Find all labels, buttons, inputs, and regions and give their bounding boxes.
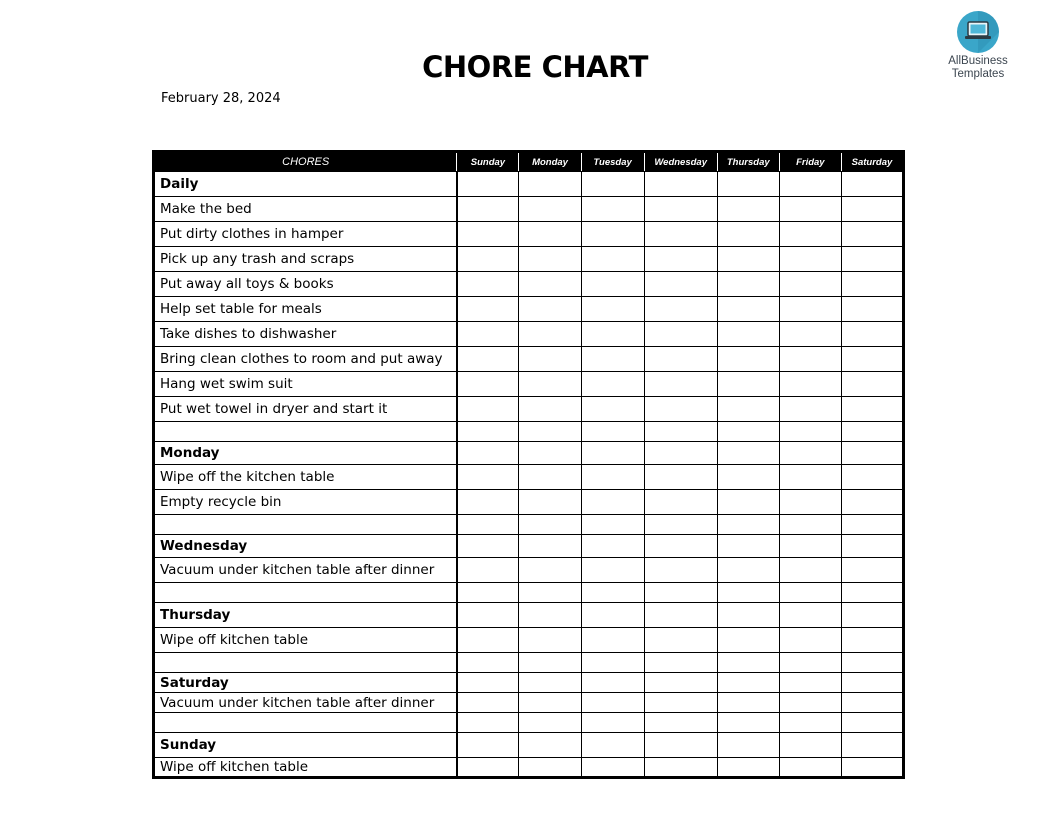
checkbox-cell-friday[interactable] (779, 713, 841, 733)
checkbox-cell-thursday[interactable] (717, 713, 779, 733)
checkbox-cell-thursday[interactable] (717, 347, 779, 372)
laptop-icon (956, 10, 1000, 54)
table-row (154, 558, 904, 583)
chore-name (154, 653, 457, 673)
checkbox-cell-friday[interactable] (779, 347, 841, 372)
checkbox-cell-friday[interactable] (779, 515, 841, 535)
table-row (154, 628, 904, 653)
column-header-friday: Friday (779, 152, 841, 172)
checkbox-cell-thursday[interactable] (717, 558, 779, 583)
checkbox-cell-friday[interactable] (779, 322, 841, 347)
checkbox-cell-thursday[interactable] (717, 673, 779, 693)
checkbox-cell-friday[interactable] (779, 197, 841, 222)
section-heading-row (154, 442, 904, 465)
checkbox-cell-wednesday[interactable] (644, 442, 717, 465)
checkbox-cell-tuesday[interactable] (581, 347, 644, 372)
column-header-wednesday: Wednesday (644, 152, 717, 172)
checkbox-cell-wednesday[interactable] (644, 347, 717, 372)
checkbox-cell-wednesday[interactable] (644, 733, 717, 758)
checkbox-cell-sunday[interactable] (457, 713, 519, 733)
section-heading: Sunday (154, 733, 457, 758)
checkbox-cell-sunday[interactable] (457, 422, 519, 442)
checkbox-cell-tuesday[interactable] (581, 172, 644, 197)
checkbox-cell-sunday[interactable] (457, 558, 519, 583)
checkbox-cell-sunday[interactable] (457, 733, 519, 758)
checkbox-cell-thursday[interactable] (717, 442, 779, 465)
checkbox-cell-tuesday[interactable] (581, 442, 644, 465)
checkbox-cell-friday[interactable] (779, 272, 841, 297)
checkbox-cell-tuesday[interactable] (581, 247, 644, 272)
checkbox-cell-monday[interactable] (519, 673, 581, 693)
checkbox-cell-sunday[interactable] (457, 397, 519, 422)
checkbox-cell-thursday[interactable] (717, 372, 779, 397)
checkbox-cell-saturday[interactable] (841, 583, 903, 603)
checkbox-cell-tuesday[interactable] (581, 297, 644, 322)
chore-name: Bring clean clothes to room and put away (154, 347, 457, 372)
checkbox-cell-sunday[interactable] (457, 490, 519, 515)
checkbox-cell-monday[interactable] (519, 713, 581, 733)
section-heading: Thursday (154, 603, 457, 628)
checkbox-cell-sunday[interactable] (457, 247, 519, 272)
checkbox-cell-monday[interactable] (519, 628, 581, 653)
table-row (154, 465, 904, 490)
checkbox-cell-wednesday[interactable] (644, 628, 717, 653)
checkbox-cell-friday[interactable] (779, 535, 841, 558)
chore-name: Hang wet swim suit (154, 372, 457, 397)
checkbox-cell-thursday[interactable] (717, 247, 779, 272)
checkbox-cell-friday[interactable] (779, 673, 841, 693)
table-row (154, 197, 904, 222)
checkbox-cell-sunday[interactable] (457, 465, 519, 490)
checkbox-cell-wednesday[interactable] (644, 515, 717, 535)
checkbox-cell-friday[interactable] (779, 442, 841, 465)
chore-name: Vacuum under kitchen table after dinner (154, 558, 457, 583)
checkbox-cell-thursday[interactable] (717, 515, 779, 535)
section-heading-row (154, 733, 904, 758)
checkbox-cell-sunday[interactable] (457, 322, 519, 347)
chore-name: Wipe off the kitchen table (154, 465, 457, 490)
checkbox-cell-wednesday[interactable] (644, 397, 717, 422)
checkbox-cell-saturday[interactable] (841, 372, 903, 397)
checkbox-cell-monday[interactable] (519, 733, 581, 758)
checkbox-cell-sunday[interactable] (457, 603, 519, 628)
checkbox-cell-monday[interactable] (519, 603, 581, 628)
checkbox-cell-tuesday[interactable] (581, 603, 644, 628)
chore-name: Put dirty clothes in hamper (154, 222, 457, 247)
checkbox-cell-sunday[interactable] (457, 673, 519, 693)
checkbox-cell-sunday[interactable] (457, 515, 519, 535)
checkbox-cell-monday[interactable] (519, 465, 581, 490)
section-heading: Monday (154, 442, 457, 465)
checkbox-cell-monday[interactable] (519, 197, 581, 222)
checkbox-cell-sunday[interactable] (457, 347, 519, 372)
checkbox-cell-friday[interactable] (779, 422, 841, 442)
checkbox-cell-monday[interactable] (519, 535, 581, 558)
column-header-thursday: Thursday (717, 152, 779, 172)
page-title: CHORE CHART (422, 50, 648, 84)
column-header-monday: Monday (519, 152, 581, 172)
checkbox-cell-friday[interactable] (779, 583, 841, 603)
table-row (154, 397, 904, 422)
checkbox-cell-saturday[interactable] (841, 297, 903, 322)
checkbox-cell-saturday[interactable] (841, 733, 903, 758)
checkbox-cell-saturday[interactable] (841, 693, 903, 713)
table-row (154, 297, 904, 322)
table-row (154, 322, 904, 347)
section-heading: Saturday (154, 673, 457, 693)
document-date: February 28, 2024 (161, 91, 281, 106)
checkbox-cell-friday[interactable] (779, 758, 841, 778)
checkbox-cell-friday[interactable] (779, 490, 841, 515)
checkbox-cell-wednesday[interactable] (644, 297, 717, 322)
table-row (154, 490, 904, 515)
section-heading-row (154, 603, 904, 628)
checkbox-cell-saturday[interactable] (841, 653, 903, 673)
chore-name (154, 713, 457, 733)
checkbox-cell-tuesday[interactable] (581, 733, 644, 758)
chore-name (154, 583, 457, 603)
checkbox-cell-thursday[interactable] (717, 322, 779, 347)
checkbox-cell-wednesday[interactable] (644, 558, 717, 583)
checkbox-cell-tuesday[interactable] (581, 653, 644, 673)
checkbox-cell-tuesday[interactable] (581, 628, 644, 653)
checkbox-cell-monday[interactable] (519, 272, 581, 297)
section-heading-row (154, 535, 904, 558)
checkbox-cell-monday[interactable] (519, 490, 581, 515)
checkbox-cell-friday[interactable] (779, 693, 841, 713)
chore-name: Empty recycle bin (154, 490, 457, 515)
checkbox-cell-sunday[interactable] (457, 583, 519, 603)
checkbox-cell-monday[interactable] (519, 653, 581, 673)
checkbox-cell-sunday[interactable] (457, 372, 519, 397)
checkbox-cell-monday[interactable] (519, 758, 581, 778)
checkbox-cell-friday[interactable] (779, 733, 841, 758)
checkbox-cell-sunday[interactable] (457, 442, 519, 465)
checkbox-cell-tuesday[interactable] (581, 673, 644, 693)
checkbox-cell-monday[interactable] (519, 347, 581, 372)
checkbox-cell-saturday[interactable] (841, 558, 903, 583)
checkbox-cell-saturday[interactable] (841, 222, 903, 247)
checkbox-cell-tuesday[interactable] (581, 422, 644, 442)
checkbox-cell-friday[interactable] (779, 222, 841, 247)
checkbox-cell-tuesday[interactable] (581, 758, 644, 778)
checkbox-cell-saturday[interactable] (841, 197, 903, 222)
checkbox-cell-thursday[interactable] (717, 628, 779, 653)
checkbox-cell-wednesday[interactable] (644, 583, 717, 603)
checkbox-cell-wednesday[interactable] (644, 535, 717, 558)
checkbox-cell-tuesday[interactable] (581, 583, 644, 603)
checkbox-cell-wednesday[interactable] (644, 247, 717, 272)
checkbox-cell-sunday[interactable] (457, 222, 519, 247)
checkbox-cell-monday[interactable] (519, 322, 581, 347)
checkbox-cell-monday[interactable] (519, 558, 581, 583)
column-header-sunday: Sunday (457, 152, 519, 172)
table-header-row (154, 152, 904, 172)
checkbox-cell-friday[interactable] (779, 172, 841, 197)
table-body (154, 172, 904, 778)
checkbox-cell-thursday[interactable] (717, 297, 779, 322)
checkbox-cell-tuesday[interactable] (581, 197, 644, 222)
checkbox-cell-wednesday[interactable] (644, 653, 717, 673)
section-heading: Daily (154, 172, 457, 197)
checkbox-cell-friday[interactable] (779, 558, 841, 583)
checkbox-cell-thursday[interactable] (717, 272, 779, 297)
checkbox-cell-tuesday[interactable] (581, 490, 644, 515)
checkbox-cell-thursday[interactable] (717, 465, 779, 490)
checkbox-cell-friday[interactable] (779, 247, 841, 272)
checkbox-cell-sunday[interactable] (457, 693, 519, 713)
blank-row (154, 515, 904, 535)
checkbox-cell-friday[interactable] (779, 397, 841, 422)
checkbox-cell-wednesday[interactable] (644, 272, 717, 297)
column-header-tuesday: Tuesday (581, 152, 644, 172)
checkbox-cell-wednesday[interactable] (644, 693, 717, 713)
checkbox-cell-wednesday[interactable] (644, 322, 717, 347)
table-row (154, 758, 904, 778)
checkbox-cell-monday[interactable] (519, 515, 581, 535)
logo-text-line1: AllBusiness (948, 55, 1008, 67)
checkbox-cell-monday[interactable] (519, 297, 581, 322)
checkbox-cell-saturday[interactable] (841, 172, 903, 197)
checkbox-cell-thursday[interactable] (717, 653, 779, 673)
checkbox-cell-wednesday[interactable] (644, 673, 717, 693)
chore-name: Make the bed (154, 197, 457, 222)
checkbox-cell-sunday[interactable] (457, 297, 519, 322)
chore-name: Put away all toys & books (154, 272, 457, 297)
checkbox-cell-sunday[interactable] (457, 758, 519, 778)
chore-name (154, 515, 457, 535)
checkbox-cell-sunday[interactable] (457, 197, 519, 222)
checkbox-cell-sunday[interactable] (457, 272, 519, 297)
checkbox-cell-thursday[interactable] (717, 222, 779, 247)
checkbox-cell-wednesday[interactable] (644, 372, 717, 397)
checkbox-cell-saturday[interactable] (841, 535, 903, 558)
chore-name: Put wet towel in dryer and start it (154, 397, 457, 422)
checkbox-cell-thursday[interactable] (717, 535, 779, 558)
checkbox-cell-monday[interactable] (519, 222, 581, 247)
checkbox-cell-monday[interactable] (519, 397, 581, 422)
checkbox-cell-wednesday[interactable] (644, 603, 717, 628)
checkbox-cell-wednesday[interactable] (644, 422, 717, 442)
checkbox-cell-friday[interactable] (779, 628, 841, 653)
checkbox-cell-sunday[interactable] (457, 535, 519, 558)
checkbox-cell-sunday[interactable] (457, 653, 519, 673)
checkbox-cell-monday[interactable] (519, 372, 581, 397)
checkbox-cell-thursday[interactable] (717, 422, 779, 442)
checkbox-cell-wednesday[interactable] (644, 713, 717, 733)
blank-row (154, 583, 904, 603)
checkbox-cell-thursday[interactable] (717, 583, 779, 603)
table-row (154, 222, 904, 247)
checkbox-cell-tuesday[interactable] (581, 713, 644, 733)
section-heading-row (154, 172, 904, 197)
blank-row (154, 653, 904, 673)
checkbox-cell-thursday[interactable] (717, 603, 779, 628)
checkbox-cell-monday[interactable] (519, 583, 581, 603)
section-heading: Wednesday (154, 535, 457, 558)
checkbox-cell-tuesday[interactable] (581, 272, 644, 297)
checkbox-cell-sunday[interactable] (457, 628, 519, 653)
checkbox-cell-thursday[interactable] (717, 197, 779, 222)
checkbox-cell-saturday[interactable] (841, 758, 903, 778)
checkbox-cell-friday[interactable] (779, 465, 841, 490)
checkbox-cell-tuesday[interactable] (581, 693, 644, 713)
checkbox-cell-saturday[interactable] (841, 397, 903, 422)
checkbox-cell-sunday[interactable] (457, 172, 519, 197)
section-heading-row (154, 673, 904, 693)
checkbox-cell-tuesday[interactable] (581, 222, 644, 247)
checkbox-cell-thursday[interactable] (717, 758, 779, 778)
checkbox-cell-thursday[interactable] (717, 733, 779, 758)
checkbox-cell-wednesday[interactable] (644, 465, 717, 490)
checkbox-cell-saturday[interactable] (841, 713, 903, 733)
checkbox-cell-saturday[interactable] (841, 628, 903, 653)
checkbox-cell-saturday[interactable] (841, 422, 903, 442)
checkbox-cell-thursday[interactable] (717, 172, 779, 197)
checkbox-cell-tuesday[interactable] (581, 322, 644, 347)
checkbox-cell-saturday[interactable] (841, 490, 903, 515)
brand-logo[interactable] (940, 10, 1016, 81)
checkbox-cell-saturday[interactable] (841, 515, 903, 535)
table-row (154, 693, 904, 713)
checkbox-cell-saturday[interactable] (841, 673, 903, 693)
checkbox-cell-saturday[interactable] (841, 442, 903, 465)
chore-name: Vacuum under kitchen table after dinner (154, 693, 457, 713)
checkbox-cell-wednesday[interactable] (644, 758, 717, 778)
column-header-saturday: Saturday (841, 152, 903, 172)
checkbox-cell-wednesday[interactable] (644, 172, 717, 197)
checkbox-cell-friday[interactable] (779, 297, 841, 322)
checkbox-cell-saturday[interactable] (841, 603, 903, 628)
table-row (154, 272, 904, 297)
checkbox-cell-wednesday[interactable] (644, 197, 717, 222)
checkbox-cell-tuesday[interactable] (581, 535, 644, 558)
chore-name: Wipe off kitchen table (154, 758, 457, 778)
checkbox-cell-friday[interactable] (779, 653, 841, 673)
chore-name: Take dishes to dishwasher (154, 322, 457, 347)
checkbox-cell-monday[interactable] (519, 422, 581, 442)
checkbox-cell-saturday[interactable] (841, 322, 903, 347)
checkbox-cell-tuesday[interactable] (581, 515, 644, 535)
checkbox-cell-tuesday[interactable] (581, 397, 644, 422)
blank-row (154, 422, 904, 442)
checkbox-cell-saturday[interactable] (841, 247, 903, 272)
logo-text-line2: Templates (951, 68, 1005, 80)
checkbox-cell-monday[interactable] (519, 247, 581, 272)
chore-table (152, 150, 905, 779)
checkbox-cell-friday[interactable] (779, 603, 841, 628)
checkbox-cell-tuesday[interactable] (581, 372, 644, 397)
checkbox-cell-wednesday[interactable] (644, 222, 717, 247)
checkbox-cell-monday[interactable] (519, 172, 581, 197)
checkbox-cell-tuesday[interactable] (581, 558, 644, 583)
checkbox-cell-monday[interactable] (519, 693, 581, 713)
checkbox-cell-tuesday[interactable] (581, 465, 644, 490)
checkbox-cell-friday[interactable] (779, 372, 841, 397)
checkbox-cell-thursday[interactable] (717, 693, 779, 713)
table-row (154, 347, 904, 372)
checkbox-cell-monday[interactable] (519, 442, 581, 465)
chore-name (154, 422, 457, 442)
checkbox-cell-wednesday[interactable] (644, 490, 717, 515)
column-header-chores: CHORES (154, 152, 457, 172)
checkbox-cell-saturday[interactable] (841, 272, 903, 297)
checkbox-cell-saturday[interactable] (841, 347, 903, 372)
table-row (154, 372, 904, 397)
checkbox-cell-thursday[interactable] (717, 490, 779, 515)
table-row (154, 247, 904, 272)
chore-name: Pick up any trash and scraps (154, 247, 457, 272)
chore-name: Help set table for meals (154, 297, 457, 322)
chore-name: Wipe off kitchen table (154, 628, 457, 653)
checkbox-cell-saturday[interactable] (841, 465, 903, 490)
checkbox-cell-thursday[interactable] (717, 397, 779, 422)
blank-row (154, 713, 904, 733)
